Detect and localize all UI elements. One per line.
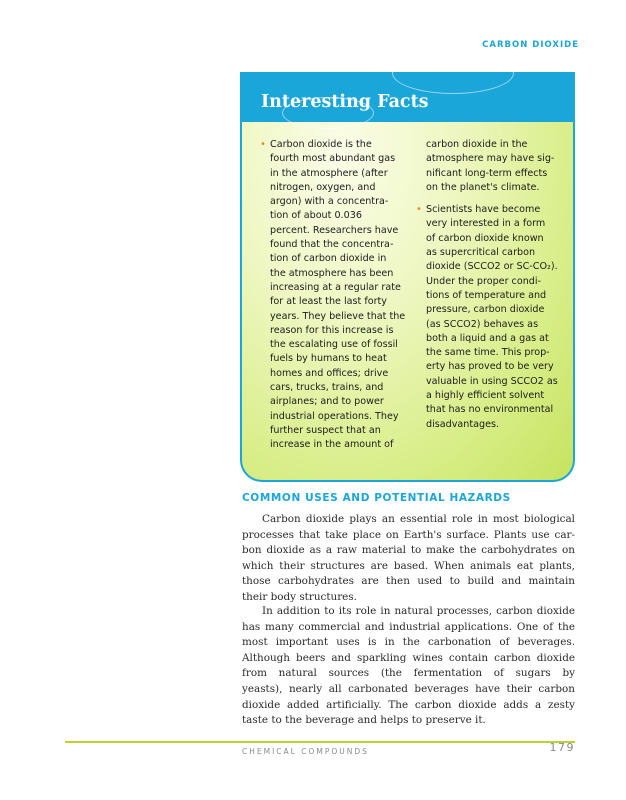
- text-line: Although beers and sparkling wines contain carbon dioxide: [242, 651, 575, 664]
- fact-1-continuation: [426, 138, 566, 195]
- interesting-facts-box: [240, 72, 575, 482]
- text-line: Carbon dioxide is the: [270, 139, 372, 150]
- text-line: bon dioxide as a raw material to make the carbohydrates on: [242, 544, 575, 557]
- text-line: very interested in a form: [426, 218, 546, 230]
- text-line: both a liquid and a gas at: [426, 332, 549, 344]
- text-line: a highly efficient solvent: [426, 390, 545, 402]
- text-line: Scientists have become: [426, 204, 541, 216]
- text-line: tion of carbon dioxide in: [270, 253, 387, 265]
- text-line: found that the concentra-: [270, 239, 394, 251]
- text-line: pressure, carbon dioxide: [426, 304, 545, 316]
- fact-2-text: [426, 203, 566, 432]
- text-line: disadvantages.: [426, 418, 500, 430]
- text-line: Under the proper condi-: [426, 275, 542, 287]
- text-line: percent. Researchers have: [270, 224, 399, 236]
- text-line: dioxide added artificially. The carbon dioxide adds a zesty: [242, 698, 575, 711]
- facts-left-column: [260, 138, 406, 453]
- text-line: fuels by humans to heat: [270, 353, 387, 365]
- text-line: dioxide (SCCO2 or SC-CO₂).: [426, 261, 558, 273]
- text-line: carbon dioxide in the: [426, 139, 528, 150]
- running-head: CARBON DIOXIDE: [482, 40, 579, 50]
- text-line: argon) with a concentra-: [270, 196, 389, 208]
- text-line: atmosphere may have sig-: [426, 153, 555, 165]
- body-paragraph-2: [242, 604, 575, 729]
- text-line: their body structures.: [242, 590, 357, 603]
- bullet-icon: •: [416, 204, 422, 216]
- text-line: industrial operations. They: [270, 410, 399, 422]
- body-paragraph-1: [242, 512, 575, 606]
- text-line: the same time. This prop-: [426, 347, 550, 359]
- text-line: fourth most abundant gas: [270, 153, 396, 165]
- text-line: processes that take place on Earth's surface. Plants use car-: [242, 528, 575, 541]
- text-line: years. They believe that the: [270, 310, 406, 322]
- text-line: of carbon dioxide known: [426, 232, 544, 244]
- facts-box-header: [242, 72, 573, 122]
- text-line: those carbohydrates are then used to build and maintain: [242, 575, 575, 588]
- text-line: from natural sources (the fermentation of sugars by: [242, 667, 575, 680]
- text-line: the atmosphere has been: [270, 267, 394, 279]
- text-line: for at least the last forty: [270, 296, 387, 308]
- text-line: In addition to its role in natural processes, carbon dioxide: [262, 605, 575, 617]
- text-line: valuable in using SCCO2 as: [426, 375, 558, 387]
- footer-book-title: CHEMICAL COMPOUNDS: [242, 747, 369, 756]
- text-line: that has no environmental: [426, 404, 554, 416]
- text-line: as supercritical carbon: [426, 247, 536, 259]
- text-line: further suspect that an: [270, 424, 381, 436]
- text-line: Carbon dioxide plays an essential role in most biological: [262, 513, 575, 525]
- text-line: taste to the beverage and helps to preserve it.: [242, 714, 486, 727]
- bullet-icon: •: [260, 139, 266, 150]
- text-line: on the planet's climate.: [426, 181, 540, 193]
- decorative-wave: [392, 72, 514, 94]
- text-line: (as SCCO2) behaves as: [426, 318, 539, 330]
- page-number: 179: [549, 741, 575, 754]
- text-line: nificant long-term effects: [426, 167, 548, 179]
- section-heading: COMMON USES AND POTENTIAL HAZARDS: [242, 492, 511, 504]
- text-line: most important uses is in the carbonation of beverages.: [242, 636, 575, 649]
- facts-box-title: Interesting Facts: [261, 92, 429, 112]
- text-line: airplanes; and to power: [270, 396, 384, 408]
- fact-1-text: [270, 138, 406, 453]
- text-line: increase in the amount of: [270, 439, 394, 451]
- text-line: yeasts), nearly all carbonated beverages have their carbon: [242, 682, 575, 695]
- text-line: which their structures are based. When animals eat plants,: [242, 559, 575, 572]
- text-line: has many commercial and industrial applications. One of the: [242, 620, 575, 633]
- text-line: homes and offices; drive: [270, 367, 389, 379]
- text-line: cars, trucks, trains, and: [270, 382, 384, 394]
- facts-right-column: [416, 138, 566, 432]
- footer-rule: [65, 741, 575, 743]
- text-line: tions of temperature and: [426, 289, 547, 301]
- text-line: reason for this increase is: [270, 324, 394, 336]
- text-line: in the atmosphere (after: [270, 167, 388, 179]
- fact-2: [416, 203, 566, 432]
- text-line: the escalating use of fossil: [270, 339, 398, 351]
- text-line: nitrogen, oxygen, and: [270, 181, 376, 193]
- text-line: increasing at a regular rate: [270, 281, 401, 293]
- text-line: tion of about 0.036: [270, 210, 362, 222]
- text-line: erty has proved to be very: [426, 361, 554, 373]
